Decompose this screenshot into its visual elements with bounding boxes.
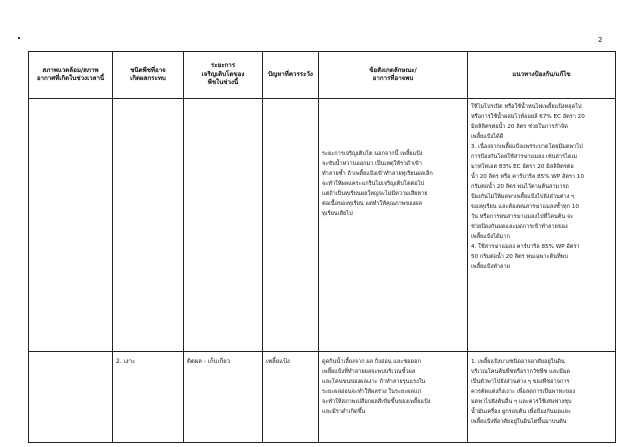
header-problem: ปัญหาที่ควรระวัง	[263, 52, 319, 99]
header-growth-stage: ระยะการ เจริญเติบโตของ พืชในช่วงนี้	[184, 52, 263, 99]
stray-scan-mark	[18, 37, 20, 39]
cell-solution: 1. เพลี้ยแป้งบางชนิดอาจอาศัยอยู่ในดิน บริเวณโคนต้นพืชหรือรากวัชพืช และมีมด เป็นตัวพาไปยังส่วนต่าง ๆ ของพืชอาจการ ควรตัดแต่งกิ่งเงาะ เพื่อลดการเป็นพาหะของ มดพาไปยังต้นอื่น ๆ และควรใช้เศษฟางชุบ น้ำมันเครื่อง ผูกรอบต้น เพื่อป้องกันมดและ เพลี้ยแป้งที่อาศัยอยู่ในดินไต่ขึ้นมาบนต้น	[468, 352, 616, 443]
cell-crop	[113, 99, 184, 352]
table-header-row	[29, 52, 616, 99]
page-number: 2	[598, 36, 603, 44]
cell-stage: ติดผล - เก็บเกี่ยว	[184, 352, 263, 443]
cell-condition	[29, 352, 113, 443]
cell-problem: เพลี้ยแป้ง	[263, 352, 319, 443]
header-solution: แนวทางป้องกัน/แก้ไข	[468, 52, 616, 99]
cell-problem	[263, 99, 319, 352]
header-crop: ชนิดพืชที่อาจ เกิดผลกระทบ	[113, 52, 184, 99]
cell-crop: 2. เงาะ	[113, 352, 184, 443]
table-row	[29, 352, 616, 443]
table-row	[29, 99, 616, 352]
header-condition: สภาพแวดล้อม/สภาพ อากาศที่เกิดในช่วงเวลานี้	[29, 52, 113, 99]
cell-stage	[184, 99, 263, 352]
advisory-table	[28, 51, 616, 443]
cell-solution: ใช้ไมโปรเปิด หรือใช้น้ำหนไฟเพลี้ยแป้งหลุดไป หรือการใช้น้ำผสมไวท์ออยล์ 67% EC อัตรา 20 มิลลิลิตรต่อน้ำ 20 ลิตร ช่วยในการกำจัด เพลี้ยแป้งได้ดี 3. เนื่องจากเพลี้ยแป้งแพร่ระบาดโดยมีมดพาไป การป้องกันโดยใช้สารฆ่าแมลง เช่นสารไดเม มาทโทเอต 83% EC อัตรา 20 มิลลิลิตรต่อ น้ำ 20 ลิตร หรือ คาร์บาริล 85% WP อัตรา 10 กรัมต่อน้ำ 20 ลิตร พ่นไว้ตามต้นสามารถ ป้องกันไม่ให้มดพาเพลี้ยแป้งไปยังส่วนต่าง ๆ ของทุเรียน และต้องพ่นสารฆ่าแมลงซ้ำทุก 10 วัน หรือการพ่นสารฆ่าแมลงไปที่โคนต้น จะ ช่วยป้องกันมดและมดการเข้าทำลายของ เพลี้ยแป้งได้มาก 4. ใช้สารฆ่าแมลง คาร์บาริล 85% WP อัตรา 50 กรัมต่อน้ำ 20 ลิตร พ่นเฉพาะต้นที่พบ เพลี้ยแป้งทำลาย	[468, 99, 616, 352]
cell-observation: ระยะการเจริญเติบโต นอกจากนี้ เพลี้ยแป้ง จะขับน้ำหวานออกมา เป็นเหตุให้ราดำเข้า ทำลายซ้ำ ถ้าเพลี้ยแป้งเข้าทำลายทุเรียนผลเล็ก จะทำให้ผลแคระแกร็นไม่เจริญเติบโตต่อไป แต่ถ้าเป็นทุเรียนผลใหญ่จะไม่มีความเสียหาย ต่อเนื้อของทุเรียน แต่ทำให้คุณภาพของผล ทุเรียนเสียไป	[319, 99, 468, 352]
cell-observation: ดูดกินน้ำเลี้ยงจาก ผล กิ่งอ่อน และช่อดอก เพลี้ยแป้งที่ทำลายผลจะพบบริเวณขั้วผล และโคนขนของผลเงาะ ถ้าทำลายรุนแรงใน ระยะผลอ่อนจะทำให้ผลร่วง ในระยะผลแก่ จะทำให้สภาพเปลือกผลสีเข้มขึ้นของเพลี้ยแป้ง และมีราดำเกิดขึ้น	[319, 352, 468, 443]
header-observation: ข้อสังเกตลักษณะ/ อาการที่อาจพบ	[319, 52, 468, 99]
cell-condition	[29, 99, 113, 352]
